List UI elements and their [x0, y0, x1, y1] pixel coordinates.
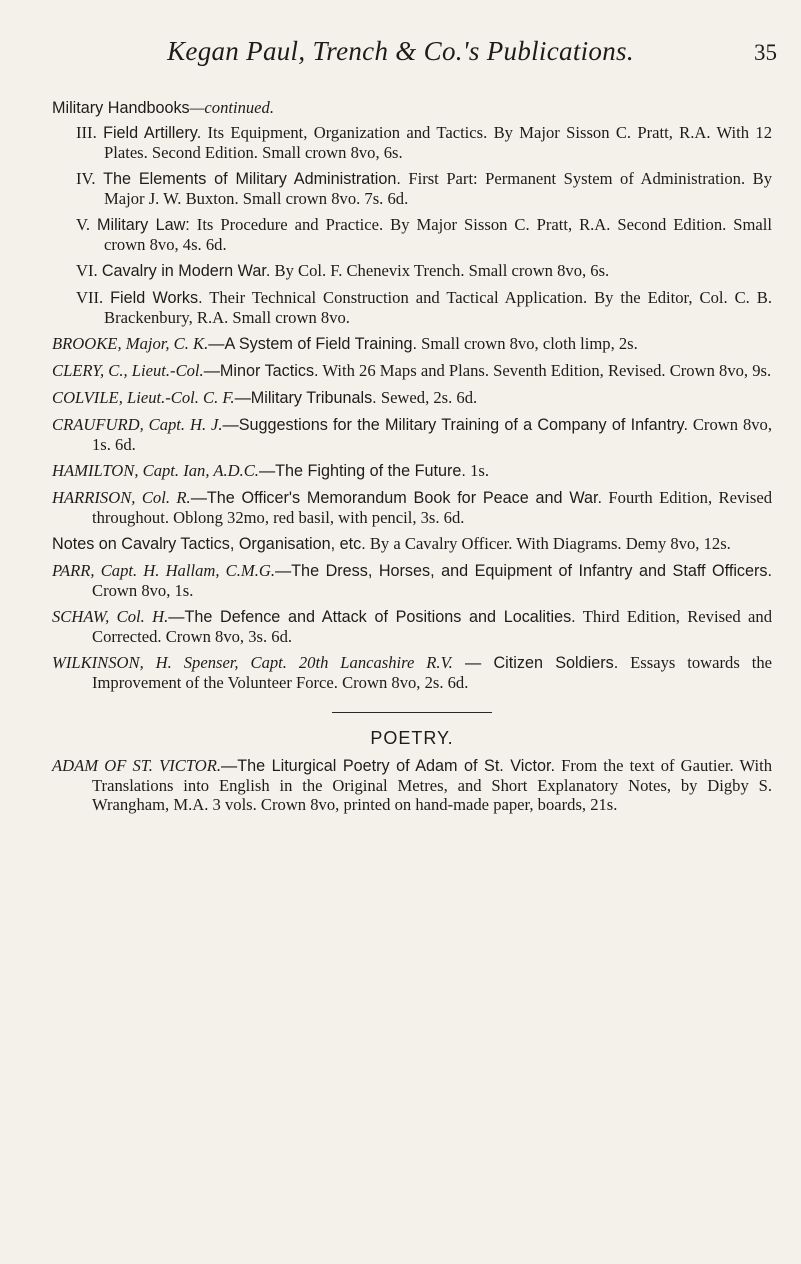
entry-author: COLVILE, Lieut.-Col. C. F. — [52, 388, 235, 407]
poetry-heading: POETRY. — [370, 728, 454, 748]
entry-author: SCHAW, Col. H. — [52, 607, 169, 626]
catalog-entry-wilkinson — [52, 653, 772, 692]
entry-description: By a Cavalry Officer. With Diagrams. Demy 8vo, 12s. — [365, 534, 731, 553]
catalog-entry-vii — [52, 288, 772, 327]
entry-author: CLERY, C., Lieut.-Col. — [52, 361, 204, 380]
entry-description: Fourth Edition, Revised throughout. Oblong 32mo, red basil, with pencil, 3s. 6d. — [92, 488, 773, 527]
running-title: Kegan Paul, Trench & Co.'s Publications. — [167, 36, 634, 66]
entry-description: 1s. — [465, 461, 489, 480]
entry-title: —The Fighting of the Future. — [258, 462, 466, 480]
entry-author: HAMILTON, Capt. Ian, A.D.C. — [52, 461, 259, 480]
entry-description: Small crown 8vo, cloth limp, 2s. — [417, 334, 638, 353]
catalog-entry-iv — [52, 169, 772, 208]
entry-description: From the text of Gautier. With Translations into English in the Original Metres, and Short Explanatory Notes, by Digby S. Wrangham, M.A. 3 vols. Crown 8vo, printed on hand-made paper, boards, 21s. — [92, 756, 773, 814]
section-divider — [332, 712, 492, 713]
entry-author: ADAM OF ST. VICTOR. — [52, 756, 222, 775]
entry-title: Field Artillery. — [103, 124, 202, 142]
entry-numeral: III. — [76, 123, 97, 142]
entry-title: Field Works. — [110, 289, 203, 307]
entry-title: —The Liturgical Poetry of Adam of St. Victor. — [221, 757, 555, 775]
entry-title: — Citizen Soldiers. — [452, 654, 619, 672]
section-heading — [52, 98, 772, 118]
catalog-entry-colvile — [52, 388, 772, 408]
catalog-entry-vi — [52, 261, 772, 281]
entry-title: Notes on Cavalry Tactics, Organisation, etc. — [52, 535, 366, 553]
catalog-entry-craufurd — [52, 415, 772, 454]
section-heading-title: Military Handbooks — [52, 99, 190, 117]
entry-description: Essays towards the Improvement of the Volunteer Force. Crown 8vo, 2s. 6d. — [92, 653, 772, 692]
entry-description: Their Technical Construction and Tactical Application. By the Editor, Col. C. B. Brackenbury, R.A. Small crown 8vo. — [104, 288, 772, 327]
catalog-entry-adam-of-st-victor — [52, 756, 772, 814]
catalog-entry-schaw — [52, 607, 772, 646]
entry-description: Crown 8vo, 1s. — [92, 581, 194, 600]
entry-numeral: VI. — [76, 261, 98, 280]
entry-author: CRAUFURD, Capt. H. J. — [52, 415, 223, 434]
entry-description: By Col. F. Chenevix Trench. Small crown 8vo, 6s. — [270, 261, 610, 280]
entry-description: First Part: Permanent System of Administration. By Major J. W. Buxton. Small crown 8vo. 7s. 6d. — [104, 169, 772, 208]
entry-description: Third Edition, Revised and Corrected. Crown 8vo, 3s. 6d. — [92, 607, 772, 646]
entry-title: —A System of Field Training. — [208, 335, 417, 353]
entry-description: Crown 8vo, 1s. 6d. — [92, 415, 772, 454]
page-header — [0, 36, 801, 76]
catalog-entry-iii — [52, 123, 772, 162]
entry-numeral: IV. — [76, 169, 96, 188]
catalog-entry-parr — [52, 561, 772, 600]
catalog-entry-clery — [52, 361, 772, 381]
entry-title: —The Dress, Horses, and Equipment of Infantry and Staff Officers. — [274, 562, 772, 580]
entry-title: Military Law: — [97, 216, 190, 234]
entry-author: PARR, Capt. H. Hallam, C.M.G. — [52, 561, 275, 580]
entry-title: The Elements of Military Administration. — [103, 170, 401, 188]
catalog-entry-hamilton — [52, 461, 772, 481]
entry-description: Its Equipment, Organization and Tactics. By Major Sisson C. Pratt, R.A. With 12 Plates. Second Edition. Small crown 8vo, 6s. — [104, 123, 772, 162]
entry-title: —Suggestions for the Military Training of a Company of Infantry. — [222, 416, 688, 434]
entry-title: —Minor Tactics. — [203, 362, 319, 380]
section-heading-continued: —continued. — [189, 98, 274, 117]
catalog-entry-brooke — [52, 334, 772, 354]
entry-description: With 26 Maps and Plans. Seventh Edition, Revised. Crown 8vo, 9s. — [318, 361, 772, 380]
entry-title: —The Defence and Attack of Positions and Localities. — [168, 608, 576, 626]
entry-author: BROOKE, Major, C. K. — [52, 334, 209, 353]
entry-author: WILKINSON, H. Spenser, Capt. 20th Lancashire R.V. — [52, 653, 453, 672]
entry-title: —Military Tribunals. — [234, 389, 377, 407]
entry-numeral: VII. — [76, 288, 104, 307]
entry-author: HARRISON, Col. R. — [52, 488, 191, 507]
catalog-entry-cavalry-notes — [52, 534, 772, 554]
entry-title: —The Officer's Memorandum Book for Peace and War. — [190, 489, 602, 507]
entry-title: Cavalry in Modern War. — [101, 262, 271, 280]
catalog-entry-harrison — [52, 488, 772, 527]
entry-numeral: V. — [76, 215, 90, 234]
entry-description: Sewed, 2s. 6d. — [376, 388, 478, 407]
page-content — [52, 98, 772, 821]
catalog-entry-v — [52, 215, 772, 254]
entry-description: Its Procedure and Practice. By Major Sisson C. Pratt, R.A. Second Edition. Small crown 8vo, 4s. 6d. — [104, 215, 772, 254]
page-number: 35 — [754, 40, 777, 65]
